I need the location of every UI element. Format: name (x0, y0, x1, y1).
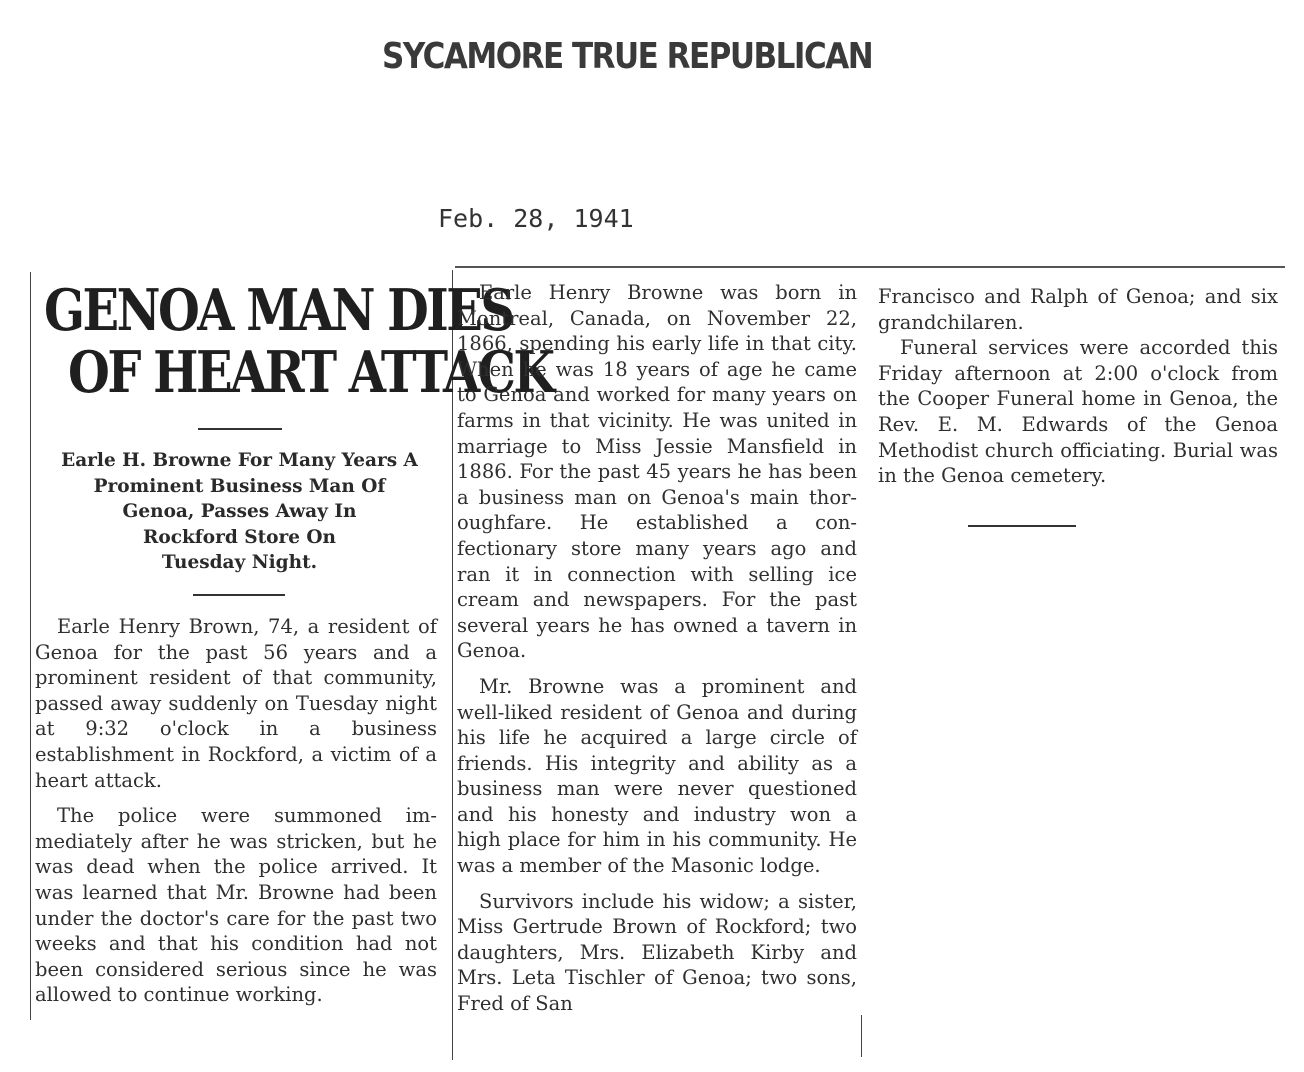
article-column-1 (35, 614, 437, 1018)
subhead-line: Prominent Business Man Of (93, 475, 386, 497)
article-paragraph: The police were summoned immediately after he was stricken, but he was dead when the police arrived. It was learned that Mr. Browne had been under the doctor's care for the past two weeks and that his condition had not been considered serious since he was allowed to continue working. (35, 804, 437, 1007)
subhead-divider (193, 594, 285, 596)
article-paragraph: Mr. Browne was a prominent and well-liked resident of Genoa and during his life he acquired a large circle of friends. His integrity and ability as a business man were never questioned and his honesty and industry won a high place for him in his community. He was a member of the Masonic lodge. (457, 674, 857, 878)
subhead-line: Earle H. Browne For Many Years A (61, 450, 418, 471)
publication-stamp: SYCAMORE TRUE REPUBLICAN (382, 36, 873, 78)
column-rule-left (30, 272, 31, 1020)
article-paragraph: Earle Henry Brown, 74, a resident of Genoa for the past 56 years and a prominent resident of that community, passed away suddenly on Tuesday night at 9:32 o'clock in a business establishment in Rockford, a victim of a heart attack. (35, 615, 437, 792)
article-paragraph: Francisco and Ralph of Genoa; and six grandchilaren. (878, 285, 1278, 334)
subhead-line: Tuesday Night. (161, 552, 318, 573)
headline-line-1: GENOA MAN DIES (44, 278, 513, 345)
headline-divider (198, 428, 282, 430)
article-paragraph: Survivors include his widow; a sister, Miss Gertrude Brown of Rockford; two daughters, Mrs. Elizabeth Kirby and Mrs. Leta Tischler of Genoa; two sons, Fred of San (457, 889, 857, 1016)
column-rule-bottom-tick (861, 1015, 862, 1057)
article-end-rule (968, 525, 1076, 527)
subheadline (32, 448, 447, 576)
article-paragraph: Earle Henry Browne was born in Montreal, Canada, on November 22, 1866, spending his early life in that city. When he was 18 years of age he came to Genoa and worked for many years on farms in that vicinity. He was united in marriage to Miss Jessie Mansfield in 1886. For the past 45 years he has been a business man on Genoa's main thoroughfare. He established a confectionary store many years ago and ran it in connection with selling ice cream and newspapers. For the past several years he has owned a tavern in Genoa. (457, 281, 857, 663)
column-top-rule (455, 266, 1285, 268)
headline-line-2: OF HEART ATTACK (68, 340, 553, 407)
subhead-line: Genoa, Passes Away In (122, 501, 357, 522)
article-column-3 (878, 284, 1278, 499)
article-paragraph: Funeral services were accorded this Friday afternoon at 2:00 o'clock from the Cooper Funeral home in Genoa, the Rev. E. M. Edwards of the Genoa Methodist church officiating. Burial was in the Genoa cemetery. (878, 336, 1278, 488)
clipping-date: Feb. 28, 1941 (438, 204, 634, 233)
subhead-line: Rockford Store On (143, 526, 336, 548)
article-column-2 (457, 280, 857, 1027)
